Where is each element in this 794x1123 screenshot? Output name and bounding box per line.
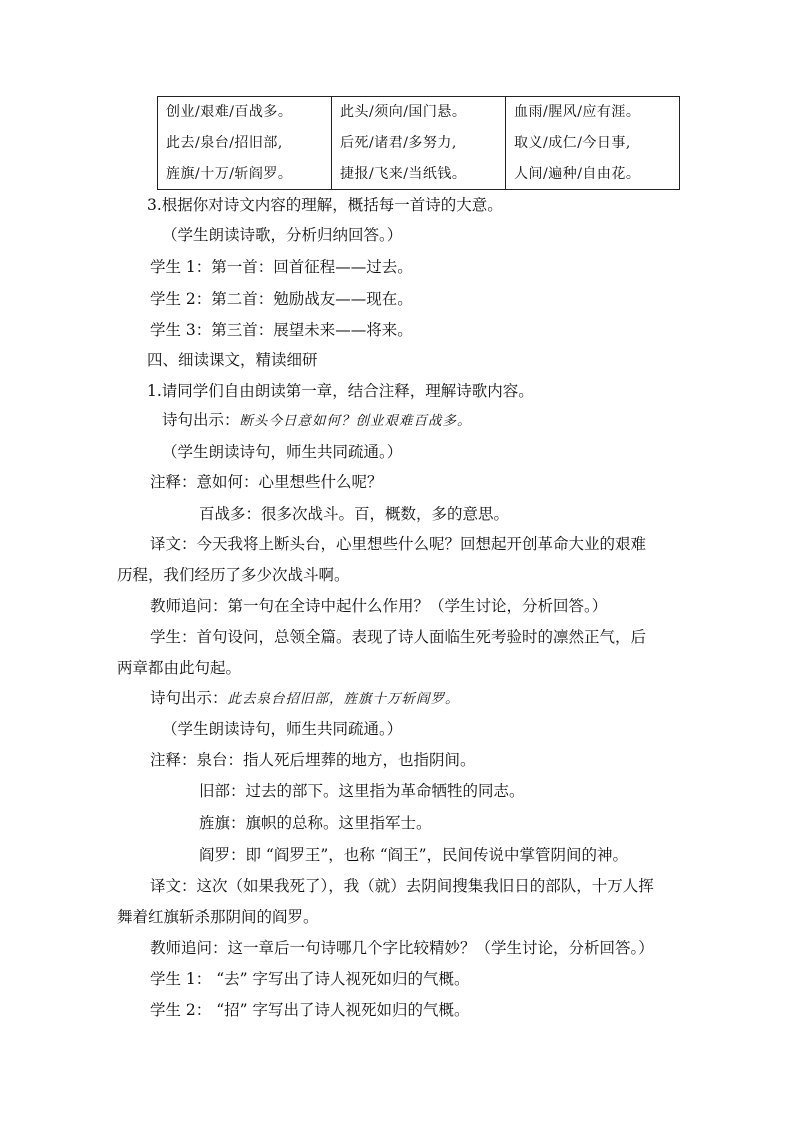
stage-note: （学生朗读诗句，师生共同疏通。） xyxy=(162,443,403,461)
poem-line: 人间/遍种/自由花。 xyxy=(514,166,641,182)
question-3: 3.根据你对诗文内容的理解，概括每一首诗的大意。 xyxy=(147,196,503,214)
quote-label: 诗句出示： xyxy=(162,411,240,429)
translation: 译文：这次（如果我死了），我（就）去阴间搜集我旧日的部队，十万人挥 xyxy=(150,877,654,895)
poem-table xyxy=(157,96,680,190)
poem-line: 此去/泉台/招旧部, xyxy=(166,135,283,151)
poem-column-1 xyxy=(158,97,332,189)
student-answer: 学生 2：第二首：勉励战友——现在。 xyxy=(150,290,413,308)
quote-label: 诗句出示： xyxy=(150,689,228,707)
annotation: 注释：泉台：指人死后埋葬的地方，也指阴间。 xyxy=(150,751,476,769)
student-answer: 学生 1：第一首：回首征程——过去。 xyxy=(150,258,413,276)
quote-text: 此去泉台招旧部，旌旗十万斩阎罗。 xyxy=(227,691,460,707)
translation: 历程，我们经历了多少次战斗啊。 xyxy=(117,566,350,584)
stage-note: （学生朗读诗歌，分析归纳回答。） xyxy=(162,226,403,244)
student-answer: 学生：首句设问，总领全篇。表现了诗人面临生死考验时的凛然正气，后 xyxy=(150,628,647,646)
annotation: 注释：意如何：心里想些什么呢？ xyxy=(150,473,383,491)
poem-column-3 xyxy=(506,97,679,189)
annotation: 阎罗：即 “阎罗王”，也称 “阎王”，民间传说中掌管阴间的神。 xyxy=(199,846,629,864)
quote-text: 断头今日意如何？创业艰难百战多。 xyxy=(239,413,472,429)
student-answer: 学生 2： “招” 字写出了诗人视死如归的气概。 xyxy=(150,1001,470,1019)
student-answer: 学生 3：第三首：展望未来——将来。 xyxy=(150,321,413,339)
annotation: 百战多：很多次战斗。百，概数，多的意思。 xyxy=(199,505,510,523)
poem-line: 取义/成仁/今日事, xyxy=(514,135,631,151)
poem-line: 创业/艰难/百战多。 xyxy=(166,104,293,120)
section-heading: 四、细读课文，精读细研 xyxy=(147,351,318,369)
annotation: 旧部：过去的部下。这里指为革命牺牲的同志。 xyxy=(199,782,525,800)
poem-column-2 xyxy=(332,97,506,189)
student-answer: 两章都由此句起。 xyxy=(117,659,242,677)
poem-line: 血雨/腥风/应有涯。 xyxy=(514,104,641,120)
teacher-question: 教师追问：第一句在全诗中起什么作用？（学生讨论，分析回答。） xyxy=(150,597,608,615)
translation: 译文：今天我将上断头台，心里想些什么呢？回想起开创革命大业的艰难 xyxy=(150,535,647,553)
paragraph: 1.请同学们自由朗读第一章，结合注释，理解诗歌内容。 xyxy=(147,382,534,400)
stage-note: （学生朗读诗句，师生共同疏通。） xyxy=(162,720,403,738)
poem-line: 旌旗/十万/斩阎罗。 xyxy=(166,166,293,182)
annotation: 旌旗：旗帜的总称。这里指军士。 xyxy=(199,814,432,832)
translation: 舞着红旗斩杀那阴间的阎罗。 xyxy=(117,908,319,926)
teacher-question: 教师追问：这一章后一句诗哪几个字比较精妙？（学生讨论，分析回答。） xyxy=(150,939,654,957)
poem-quote xyxy=(150,686,460,711)
student-answer: 学生 1： “去” 字写出了诗人视死如归的气概。 xyxy=(150,970,470,988)
poem-quote xyxy=(162,408,472,433)
poem-line: 后死/诸君/多努力, xyxy=(340,135,457,151)
poem-line: 捷报/飞来/当纸钱。 xyxy=(340,166,467,182)
poem-line: 此头/须向/国门悬。 xyxy=(340,104,467,120)
